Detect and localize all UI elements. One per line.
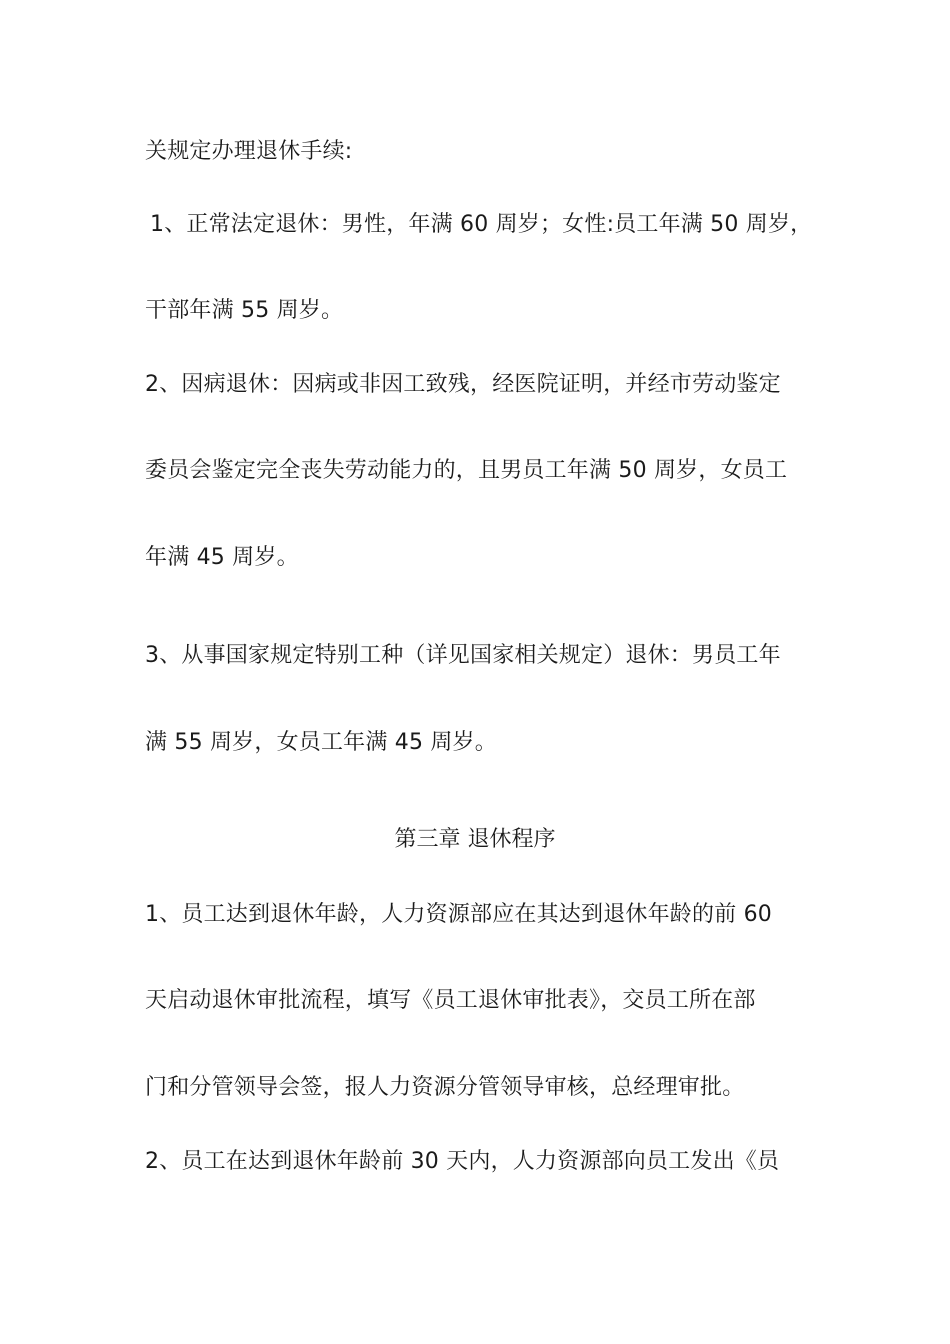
rule-item-2-line-3: 年满 45 周岁。 xyxy=(145,545,299,570)
intro-line: 关规定办理退休手续: xyxy=(145,139,353,164)
chapter-title: 第三章 退休程序 xyxy=(394,827,556,852)
procedure-item-1-line-1: 1、员工达到退休年龄，人力资源部应在其达到退休年龄的前 60 xyxy=(145,902,772,927)
procedure-item-1-line-3: 门和分管领导会签，报人力资源分管领导审核，总经理审批。 xyxy=(145,1075,745,1100)
rule-item-1-line-1: 1、正常法定退休：男性，年满 60 周岁；女性:员工年满 50 周岁， xyxy=(150,212,813,237)
procedure-item-1-line-2: 天启动退休审批流程，填写《员工退休审批表》，交员工所在部 xyxy=(145,988,756,1013)
rule-item-1-line-2: 干部年满 55 周岁。 xyxy=(145,298,344,323)
rule-item-2-line-1: 2、因病退休：因病或非因工致残，经医院证明，并经市劳动鉴定 xyxy=(145,372,781,397)
procedure-item-2-line-1: 2、员工在达到退休年龄前 30 天内，人力资源部向员工发出《员 xyxy=(145,1149,780,1174)
rule-item-3-line-1: 3、从事国家规定特别工种（详见国家相关规定）退休：男员工年 xyxy=(145,643,781,668)
rule-item-3-line-2: 满 55 周岁，女员工年满 45 周岁。 xyxy=(145,730,497,755)
rule-item-2-line-2: 委员会鉴定完全丧失劳动能力的，且男员工年满 50 周岁，女员工 xyxy=(145,458,788,483)
